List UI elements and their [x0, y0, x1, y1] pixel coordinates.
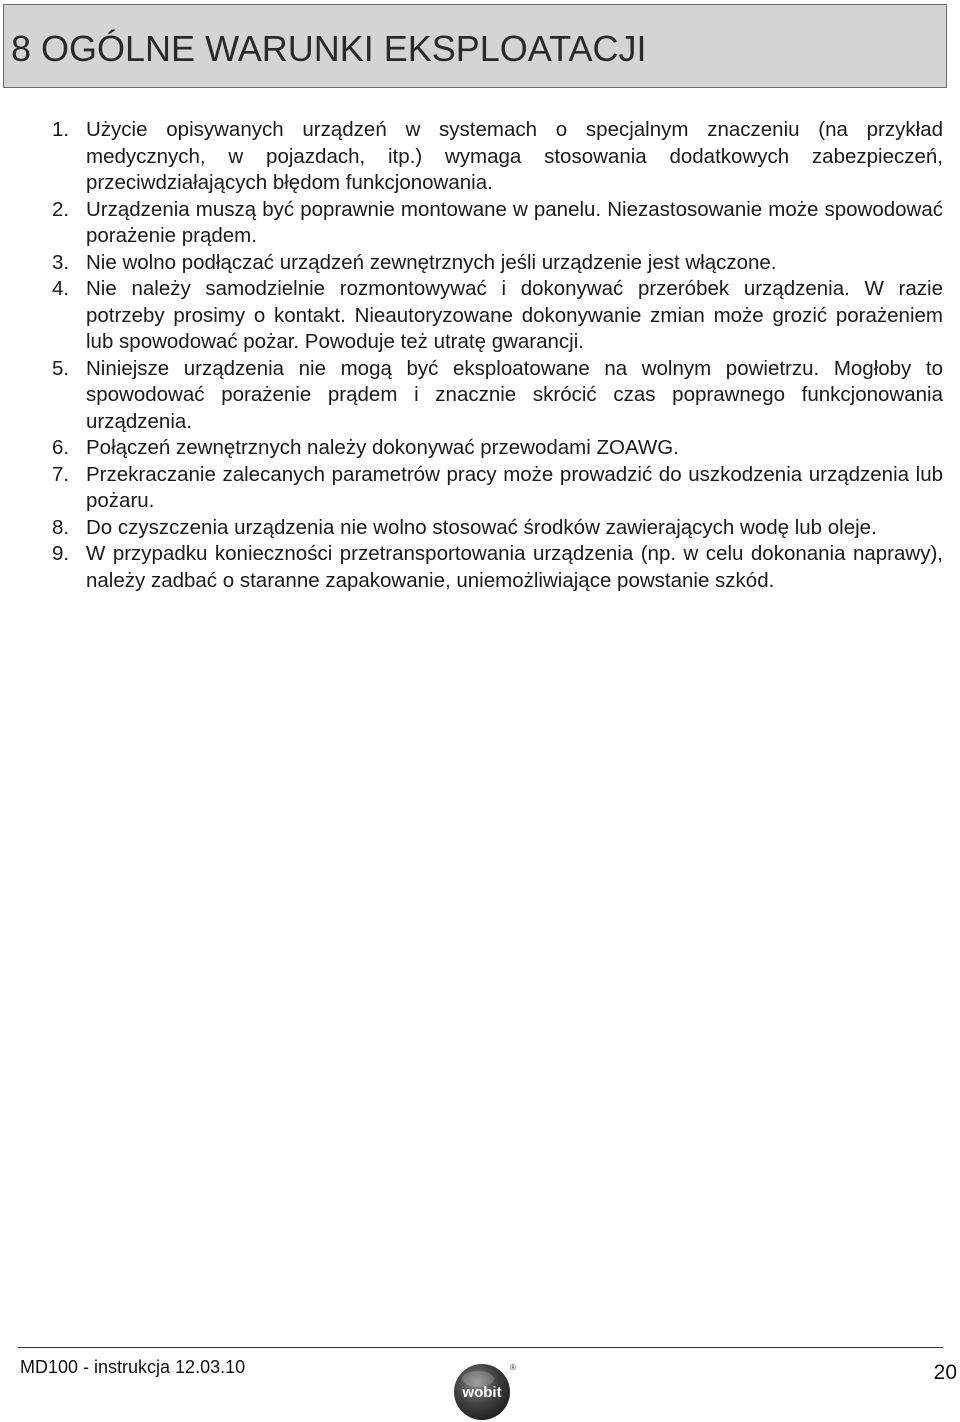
footer-divider: [18, 1347, 943, 1348]
list-item: [52, 541, 943, 594]
list-item: [52, 250, 943, 277]
item-number: 1.: [52, 118, 70, 141]
list-item: [52, 276, 943, 356]
item-text: Do czyszczenia urządzenia nie wolno stosować środków zawierających wodę lub oleje.: [86, 515, 877, 539]
item-number: 7.: [52, 462, 70, 486]
section-title: 8 OGÓLNE WARUNKI EKSPLOATACJI: [11, 28, 647, 69]
item-text: Nie należy samodzielnie rozmontowywać i dokonywać przeróbek urządzenia. W razie potrzeby prosimy o kontakt. Nieautoryzowane dokonywanie zmian może grozić porażeniem lub spowodować pożar. Powoduje też utratę gwarancji.: [86, 277, 943, 353]
item-number: 3.: [52, 250, 70, 274]
list-item: [52, 435, 943, 462]
item-number: 6.: [52, 436, 70, 459]
logo-text: wobit: [462, 1384, 502, 1401]
item-number: 5.: [52, 356, 70, 380]
item-text: Połączeń zewnętrznych należy dokonywać przewodami ZOAWG.: [86, 436, 679, 459]
conditions-list: [52, 117, 943, 594]
list-item: [52, 356, 943, 436]
item-text: W przypadku konieczności przetransportowania urządzenia (np. w celu dokonania naprawy), należy zadbać o staranne zapakowanie, uniemożliwiające powstanie szkód.: [86, 542, 943, 592]
list-item: [52, 462, 943, 515]
list-item: [52, 117, 943, 197]
item-number: 4.: [52, 277, 70, 300]
item-number: 9.: [52, 542, 70, 565]
item-text: Urządzenia muszą być poprawnie montowane w panelu. Niezastosowanie może spowodować porażenie prądem.: [86, 197, 943, 247]
wobit-logo: [452, 1361, 516, 1421]
list-item: [52, 197, 943, 250]
page-number: 20: [933, 1361, 957, 1384]
section-title-bar: [3, 4, 947, 88]
item-text: Przekraczanie zalecanych parametrów pracy może prowadzić do uszkodzenia urządzenia lub pożaru.: [86, 462, 943, 512]
footer-doc-label: MD100 - instrukcja 12.03.10: [20, 1357, 246, 1377]
item-text: Użycie opisywanych urządzeń w systemach o specjalnym znaczeniu (na przykład medycznych, w pojazdach, itp.) wymaga stosowania dodatkowych zabezpieczeń, przeciwdziałających błędom funkcjonowania.: [86, 118, 943, 194]
item-text: Nie wolno podłączać urządzeń zewnętrznych jeśli urządzenie jest włączone.: [86, 250, 777, 274]
list-item: [52, 515, 943, 542]
item-number: 2.: [52, 197, 70, 221]
item-number: 8.: [52, 515, 70, 539]
item-text: Niniejsze urządzenia nie mogą być eksploatowane na wolnym powietrzu. Mogłoby to spowodować porażenie prądem i znacznie skrócić czas poprawnego funkcjonowania urządzenia.: [86, 356, 943, 433]
registered-mark: ®: [510, 1363, 516, 1372]
